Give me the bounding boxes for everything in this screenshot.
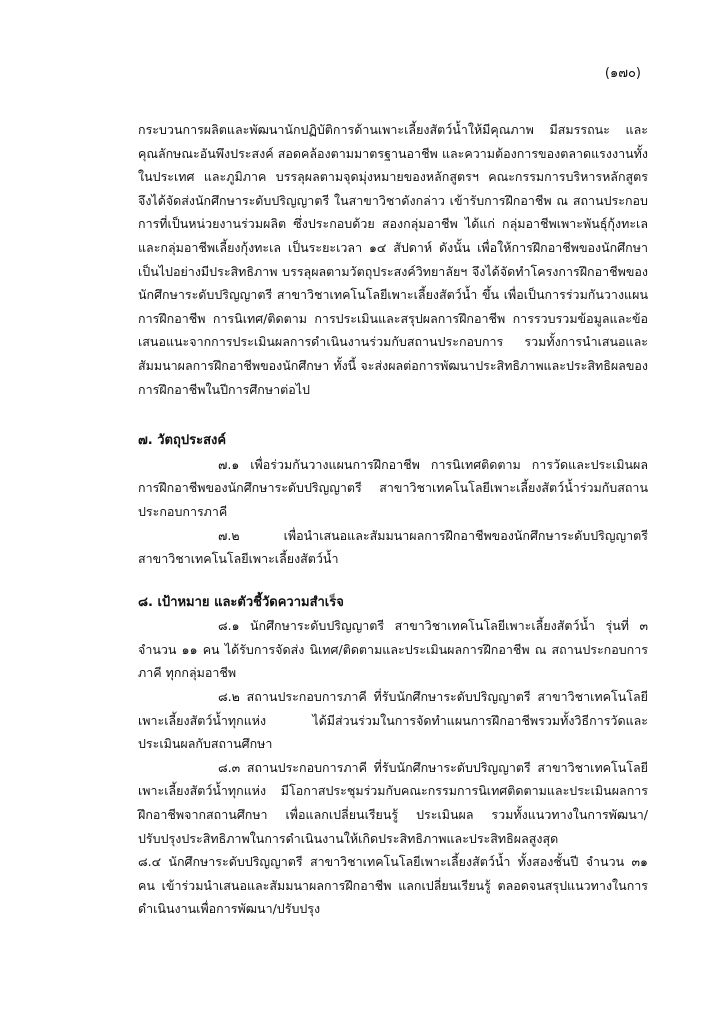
target-item-8-4: ๘.๔ นักศึกษาระดับปริญญาตรี สาขาวิชาเทคโนโลยีเพาะเลี้ยงสัตว์น้ำ ทั้งสองชั้นปี จำนวน ๓๑ คน เข้าร่วมนำเสนอและสัมมนาผลการฝึกอาชีพ แลกเปลี่ยนเรียนรู้ ตลอดจนสรุปแนวทางในการดำเนินงานเพื่อการพัฒนา/ปรับปรุง — [138, 854, 648, 917]
target-item-8-3: ๘.๓ สถานประกอบการภาคี ที่รับนักศึกษาระดับปริญญาตรี สาขาวิชาเทคโนโลยีเพาะเลี้ยงสัตว์น้ำทุกแห่ง มีโอกาสประชุมร่วมกับคณะกรรมการนิเทศติดตามและประเมินผลการฝึกอาชีพจากสถานศึกษา เพื่อแลกเปลี่ยนเรียนรู้ ประเมินผล รวมทั้งแนวทางในการพัฒนา/ปรับปรุงประสิทธิภาพในการดำเนินงานให้เกิดประสิทธิภาพและประสิทธิผลสูงสุด — [138, 759, 648, 846]
section-gap — [138, 571, 648, 591]
section-7-heading: ๗. วัตถุประสงค์ — [138, 433, 227, 449]
target-item-8-1: ๘.๑ นักศึกษาระดับปริญญาตรี สาขาวิชาเทคโนโลยีเพาะเลี้ยงสัตว์น้ำ รุ่นที่ ๓ จำนวน ๑๑ คน ได้รับการจัดส่ง นิเทศ/ติดตามและประเมินผลการฝึกอาชีพ ณ สถานประกอบการภาคี ทุกกลุ่มอาชีพ — [138, 618, 648, 681]
objective-item-7-2: ๗.๒ เพื่อนำเสนอและสัมมนาผลการฝึกอาชีพของนักศึกษาระดับปริญญาตรี สาขาวิชาเทคโนโลยีเพาะเลี้ยงสัตว์น้ำ — [138, 527, 648, 567]
page-number: (๑๗๐) — [604, 66, 641, 81]
intro-paragraph: กระบวนการผลิตและพัฒนานักปฏิบัติการด้านเพาะเลี้ยงสัตว์น้ำให้มีคุณภาพ มีสมรรถนะ และคุณลักษณะอันพึงประสงค์ สอดคล้องตามมาตรฐานอาชีพ และความต้องการของตลาดแรงงานทั้งในประเทศ และภูมิภาค บรรลุผลตามจุดมุ่งหมายของหลักสูตรฯ คณะกรรมการบริหารหลักสูตร จึงได้จัดส่งนักศึกษาระดับปริญญาตรี ในสาขาวิชาดังกล่าว เข้ารับการฝึกอาชีพ ณ สถานประกอบการที่เป็นหน่วยงานร่วมผลิต ซึ่งประกอบด้วย สองกลุ่มอาชีพ ได้แก่ กลุ่มอาชีพเพาะพันธุ์กุ้งทะเล และกลุ่มอาชีพเลี้ยงกุ้งทะเล เป็นระยะเวลา ๑๔ สัปดาห์ ดังนั้น เพื่อให้การฝึกอาชีพของนักศึกษา เป็นไปอย่างมีประสิทธิภาพ บรรลุผลตามวัตถุประสงค์วิทยาลัยฯ จึงได้จัดทำโครงการฝึกอาชีพของนักศึกษาระดับปริญญาตรี สาขาวิชาเทคโนโลยีเพาะเลี้ยงสัตว์น้ำ ขึ้น เพื่อเป็นการร่วมกันวางแผนการฝึกอาชีพ การนิเทศ/ติดตาม การประเมินและสรุปผลการฝึกอาชีพ การรวบรวมข้อมูลและข้อเสนอแนะจากการประเมินผลการดำเนินงานร่วมกับสถานประกอบการ รวมทั้งการนำเสนอและสัมมนาผลการฝึกอาชีพของนักศึกษา ทั้งนี้ จะส่งผลต่อการพัฒนาประสิทธิภาพและประสิทธิผลของการฝึกอาชีพในปีการศึกษาต่อไป — [138, 122, 648, 397]
target-item-8-2: ๘.๒ สถานประกอบการภาคี ที่รับนักศึกษาระดับปริญญาตรี สาขาวิชาเทคโนโลยีเพาะเลี้ยงสัตว์น้ำทุกแห่ง ได้มีส่วนร่วมในการจัดทำแผนการฝึกอาชีพรวมทั้งวิธีการวัดและประเมินผลกับสถานศึกษา — [138, 689, 648, 752]
document-body — [138, 118, 648, 921]
section-8-heading: ๘. เป้าหมาย และตัวชี้วัดความสำเร็จ — [138, 594, 344, 610]
objective-item-7-1: ๗.๑ เพื่อร่วมกันวางแผนการฝึกอาชีพ การนิเทศติดตาม การวัดและประเมินผลการฝึกอาชีพของนักศึกษาระดับปริญญาตรี สาขาวิชาเทคโนโลยีเพาะเลี้ยงสัตว์น้ำร่วมกับสถานประกอบการภาคี — [138, 456, 648, 519]
section-gap — [138, 401, 648, 429]
